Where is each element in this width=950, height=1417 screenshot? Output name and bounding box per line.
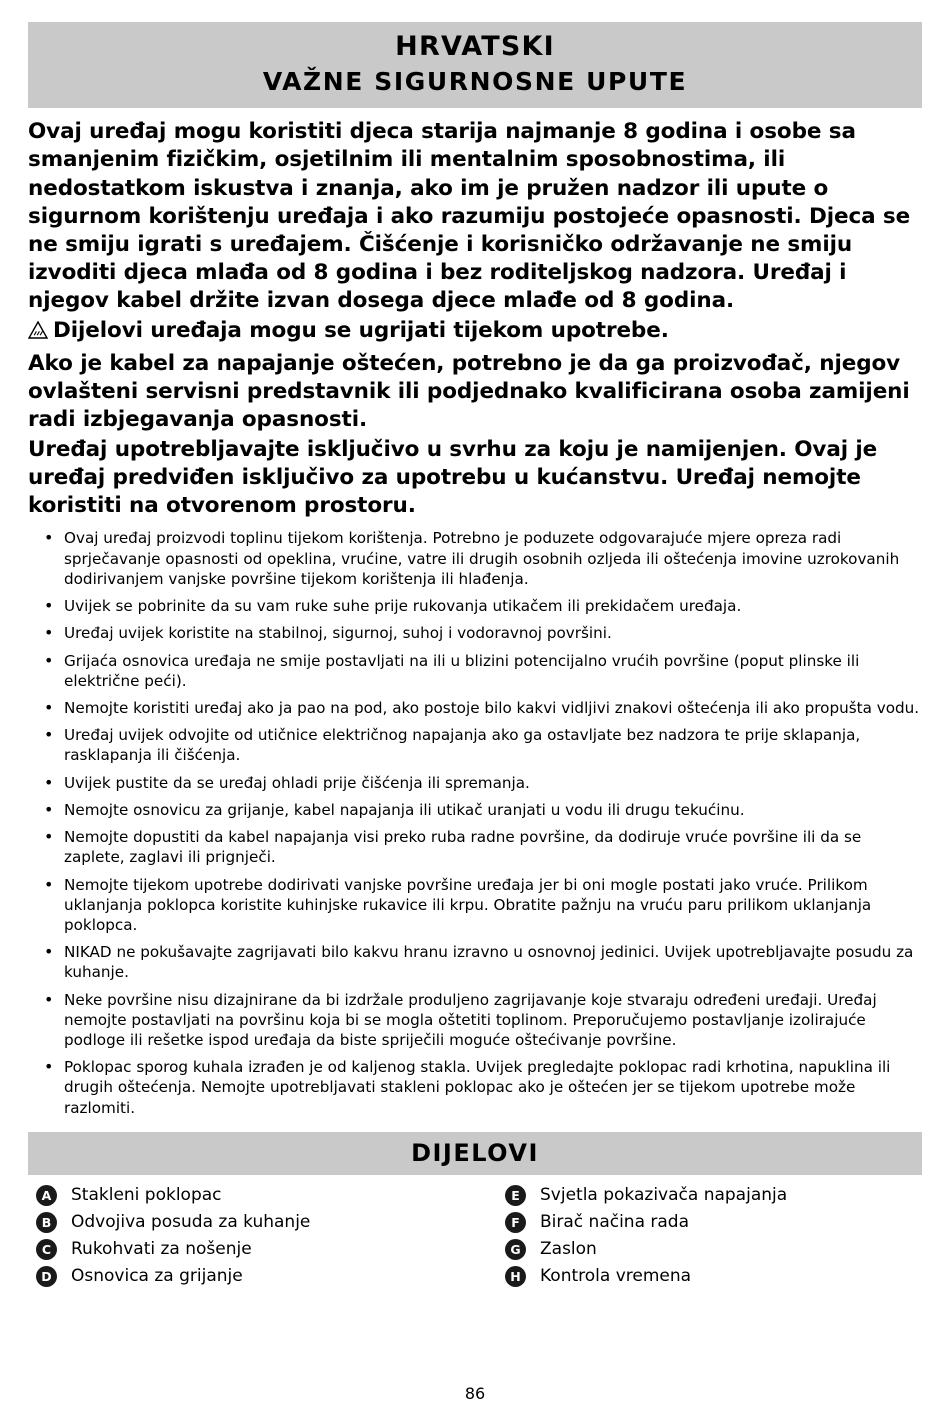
manual-page	[0, 22, 950, 1417]
part-badge-e: E	[505, 1185, 526, 1206]
list-item: • Grijaća osnovica uređaja ne smije postavljati na ili u blizini potencijalno vrućih površine (poput plinske ili električne peći).	[28, 651, 922, 691]
part-badge-g: G	[505, 1239, 526, 1260]
intro-warning-line	[28, 317, 922, 347]
intro-paragraph-4: Uređaj upotrebljavajte isključivo u svrhu za koju je namijenjen. Ovaj je uređaj predviđen isključivo za upotrebu u kućanstvu. Uređaj nemojte koristiti na otvorenom prostoru.	[28, 436, 878, 519]
list-item: • Poklopac sporog kuhala izrađen je od kaljenog stakla. Uvijek pregledajte poklopac radi krhotina, napuklina ili drugih oštećenja. Nemojte upotrebljavati stakleni poklopac ako je oštećen jer se tijekom upotrebe može razlomiti.	[28, 1057, 922, 1118]
list-item	[28, 1239, 475, 1260]
intro-paragraph-3: Ako je kabel za napajanje oštećen, potrebno je da ga proizvođač, njegov ovlašteni servisni predstavnik ili podjednako kvalificirana osoba zamijeni radi izbjegavanja opasnosti.	[28, 350, 910, 432]
list-item: • Uređaj uvijek odvojite od utičnice električnog napajanja ako ga ostavljate bez nadzora te prije sklapanja, rasklapanja ili čišćenja.	[28, 725, 922, 765]
warning-triangle-icon	[28, 319, 48, 347]
list-item	[497, 1266, 922, 1287]
part-badge-b: B	[36, 1212, 57, 1233]
list-item: • Nemojte dopustiti da kabel napajanja visi preko ruba radne površine, da dodiruje vruće površine ili da se zaplete, zaglavi ili prignječi.	[28, 827, 922, 867]
list-item	[28, 1185, 475, 1206]
page-number: 86	[464, 1384, 486, 1403]
list-item: • Ovaj uređaj proizvodi toplinu tijekom korištenja. Potrebno je poduzete odgovarajuće mjere opreza radi sprječavanje opasnosti od opeklina, vrućine, vatre ili drugih osobnih ozljeda ili oštećenja imovine uzrokovanih dodirivanjem vanjske površine tijekom korištenja ili hlađenja.	[28, 528, 922, 589]
part-badge-a: A	[36, 1185, 57, 1206]
page-title: HRVATSKI	[395, 31, 555, 62]
part-label: Kontrola vremena	[540, 1266, 692, 1287]
list-item	[497, 1185, 922, 1206]
list-item: • Uvijek se pobrinite da su vam ruke suhe prije rukovanja utikačem ili prekidačem uređaja.	[28, 596, 922, 616]
intro-warning-text: Dijelovi uređaja mogu se ugrijati tijekom upotrebe.	[53, 318, 669, 344]
part-badge-d: D	[36, 1266, 57, 1287]
part-label: Svjetla pokazivača napajanja	[540, 1185, 788, 1206]
parts-column-left	[28, 1185, 475, 1293]
part-label: Odvojiva posuda za kuhanje	[71, 1212, 311, 1233]
safety-intro	[28, 118, 922, 520]
header-band	[28, 22, 922, 108]
part-badge-h: H	[505, 1266, 526, 1287]
list-item: • Uvijek pustite da se uređaj ohladi prije čišćenja ili spremanja.	[28, 773, 922, 793]
list-item: • Nemojte tijekom upotrebe dodirivati vanjske površine uređaja jer bi oni mogle postati jako vruće. Prilikom uklanjanja poklopca koristite kuhinjske rukavice ili krpu. Obratite pažnju na vruću paru prilikom uklanjanja poklopca.	[28, 875, 922, 936]
part-badge-c: C	[36, 1239, 57, 1260]
list-item: • Nemojte koristiti uređaj ako ja pao na pod, ako postoje bilo kakvi vidljivi znakovi oštećenja ili ako propušta vodu.	[28, 698, 922, 718]
part-badge-f: F	[505, 1212, 526, 1233]
part-label: Zaslon	[540, 1239, 597, 1260]
list-item	[497, 1239, 922, 1260]
list-item: • Neke površine nisu dizajnirane da bi izdržale produljeno zagrijavanje koje stvaraju određeni uređaji. Uređaj nemojte postavljati na površinu koja bi se mogla oštetiti toplinom. Preporučujemo postavljanje izolirajuće podloge ili rešetke ispod uređaja da biste spriječili moguće oštećivanje površine.	[28, 990, 922, 1051]
part-label: Osnovica za grijanje	[71, 1266, 243, 1287]
list-item	[28, 1266, 475, 1287]
parts-band	[28, 1132, 922, 1175]
part-label: Stakleni poklopac	[71, 1185, 222, 1206]
list-item: • NIKAD ne pokušavajte zagrijavati bilo kakvu hranu izravno u osnovnoj jedinici. Uvijek upotrebljavajte posudu za kuhanje.	[28, 942, 922, 982]
parts-column-right	[475, 1185, 922, 1293]
list-item: • Uređaj uvijek koristite na stabilnoj, sigurnoj, suhoj i vodoravnoj površini.	[28, 623, 922, 643]
part-label: Birač načina rada	[540, 1212, 690, 1233]
intro-paragraph-1: Ovaj uređaj mogu koristiti djeca starija najmanje 8 godina i osobe sa smanjenim fizičkim, osjetilnim ili mentalnim sposobnostima, ili nedostatkom iskustva i znanja, ako im je pružen nadzor ili upute o sigurnom korištenju uređaja i ako razumiju postojeće opasnosti. Djeca se ne smiju igrati s uređajem. Čišćenje i korisničko održavanje ne smiju izvoditi djeca mlađa od 8 godina i bez roditeljskog nadzora. Uređaj i njegov kabel držite izvan dosega djece mlađe od 8 godina.	[28, 119, 911, 314]
list-item	[497, 1212, 922, 1233]
list-item	[28, 1212, 475, 1233]
safety-bullet-list	[28, 528, 922, 1117]
parts-section-title: DIJELOVI	[411, 1138, 539, 1167]
parts-list	[28, 1185, 922, 1293]
page-subtitle: VAŽNE SIGURNOSNE UPUTE	[262, 66, 688, 96]
list-item: • Nemojte osnovicu za grijanje, kabel napajanja ili utikač uranjati u vodu ili drugu tekućinu.	[28, 800, 922, 820]
part-label: Rukohvati za nošenje	[71, 1239, 252, 1260]
